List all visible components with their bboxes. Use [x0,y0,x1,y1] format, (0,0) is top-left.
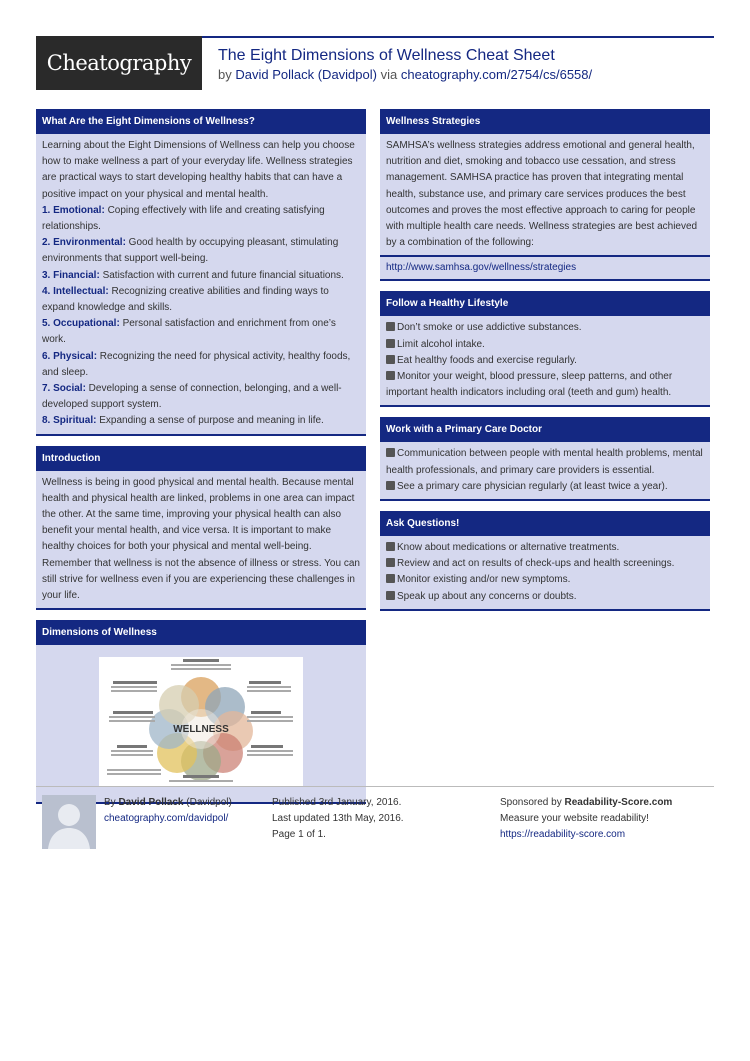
section-body: SAMHSA’s wellness strategies address emotional and general health, nutrition and diet, smoking and tobacco use cessation, and stress management. SAMHSA practice has proven that integrating mental health, substance use, and primary care services produces the best outcomes and proves the most effective approach to caring for people with multiple health care needs. Wellness strategies are best achieved by a combination of the following: [386,140,698,249]
section-heading: Introduction [36,446,366,471]
dimension-item [42,268,360,284]
list-item-text: Monitor your weight, blood pressure, sleep patterns, and other important health indicators including oral (teeth and gum) health. [386,371,673,399]
square-bullet-icon [386,371,395,380]
list-item-text: Monitor existing and/or new symptoms. [397,574,571,586]
list-item [386,572,704,588]
list-item-text: Speak up about any concerns or doubts. [397,590,577,602]
square-bullet-icon [386,322,395,331]
list-item [386,589,704,605]
wellness-center-label: WELLNESS [173,724,229,736]
footer-author-handle: (Davidpol) [186,797,232,808]
header-rule [202,36,714,38]
section-heading: What Are the Eight Dimensions of Wellness? [36,109,366,134]
square-bullet-icon [386,591,395,600]
list-item [386,337,704,353]
footer-dates [272,795,404,843]
byline [218,67,592,82]
dimension-label: 1. Emotional: [42,204,105,216]
list-item-text: See a primary care physician regularly (at least twice a year). [397,480,668,492]
list-item-text: Eat healthy foods and exercise regularly. [397,354,577,366]
sponsor-name: Readability-Score.com [564,797,673,808]
section-wellness-strategies [380,109,710,281]
section-dimensions [36,620,366,804]
section-heading: Follow a Healthy Lifestyle [380,291,710,316]
sheet-url-link[interactable]: cheatography.com/2754/cs/6558/ [400,67,593,82]
wellness-wheel-graphic [99,657,303,787]
dimension-text: Recognizing creative abilities and finding ways to expand knowledge and skills. [42,285,329,314]
dimension-text: Recognizing the need for physical activity, healthy foods, and sleep. [42,350,351,378]
section-introduction [36,446,366,611]
intro-paragraph: Wellness is being in good physical and mental health. Because mental health and physical health are linked, problems in one area can impact the other. At the same time, improving your physical health can also benefit your mental health, and vice versa. It is important to make healthy choices for both your physical and mental well-being. [42,476,355,553]
section-primary-care [380,417,710,501]
section-heading: Wellness Strategies [380,109,710,134]
sponsored-by: Sponsored by [500,797,562,808]
dimension-item [42,235,360,267]
list-item-text: Know about medications or alternative treatments. [397,542,620,554]
list-item [386,540,704,556]
what-intro: Learning about the Eight Dimensions of Wellness can help you choose how to make wellness a part of your everyday life. Wellness strategies are practical ways to start developing healthy habits that can have a positive impact on your physical and mental health. [42,140,355,200]
dimension-item [42,284,360,316]
link-row [380,257,710,279]
dimension-label: 8. Spiritual: [42,415,97,427]
page-count: Page 1 of 1. [272,829,326,840]
list-item-text: Communication between people with mental health problems, mental health professionals, and primary care providers is essential. [386,448,703,476]
intro-paragraph: Remember that wellness is not the absence of illness or stress. You can still strive for wellness even if you are experiencing these challenges in your life. [42,557,360,602]
dimension-text: Coping effectively with life and creating satisfying relationships. [42,204,325,233]
samhsa-link[interactable]: http://www.samhsa.gov/wellness/strategies [386,262,577,274]
section-body [380,442,710,499]
list-item [386,369,704,401]
dimension-item [42,413,360,429]
dimension-label: 6. Physical: [42,350,98,362]
page-title: The Eight Dimensions of Wellness Cheat Sheet [218,47,555,64]
list-item [386,320,704,336]
dimension-label: 7. Social: [42,383,86,395]
footer-by: By [104,797,116,808]
dimension-label: 4. Intellectual: [42,285,109,297]
square-bullet-icon [386,542,395,551]
sponsor-link[interactable]: https://readability-score.com [500,829,626,840]
wellness-diagram-image [99,657,303,787]
square-bullet-icon [386,355,395,364]
square-bullet-icon [386,339,395,348]
list-item-text: Review and act on results of check-ups and health screenings. [397,558,675,570]
dimension-item [42,203,360,235]
dimension-text: Good health by occupying pleasant, stimulating environments that support well-being. [42,237,339,265]
author-link[interactable]: David Pollack (Davidpol) [235,67,377,82]
user-silhouette-icon [42,795,96,849]
cheatography-logo[interactable]: Cheatography [36,36,202,90]
section-heading: Dimensions of Wellness [36,620,366,645]
dimension-item [42,316,360,348]
dimension-item [42,349,360,381]
section-heading: Work with a Primary Care Doctor [380,417,710,442]
list-item [386,353,704,369]
section-healthy-lifestyle [380,291,710,407]
list-item-text: Don’t smoke or use addictive substances. [397,322,582,334]
list-item [386,479,704,495]
published-date: Published 3rd January, 2016. [272,797,402,808]
dimension-text: Expanding a sense of purpose and meaning in life. [96,415,324,427]
section-body [380,316,710,405]
section-body [36,471,366,609]
dimension-label: 3. Financial: [42,269,100,281]
dimension-text: Personal satisfaction and enrichment from one’s work. [42,318,336,346]
square-bullet-icon [386,481,395,490]
byline-by: by [218,67,232,82]
footer-sponsor [500,795,672,843]
right-column [380,109,710,621]
updated-date: Last updated 13th May, 2016. [272,813,404,824]
avatar[interactable] [42,795,96,849]
section-heading: Ask Questions! [380,511,710,536]
footer-rule [36,786,714,787]
list-item [386,556,704,572]
square-bullet-icon [386,574,395,583]
section-body [380,536,710,609]
list-item [386,446,704,478]
section-body [36,134,366,434]
square-bullet-icon [386,448,395,457]
footer-author [104,795,232,827]
header [36,36,714,90]
dimension-label: 2. Environmental: [42,237,126,249]
section-what-are [36,109,366,436]
sponsor-line [500,795,672,811]
dimension-item [42,381,360,413]
section-ask-questions [380,511,710,611]
square-bullet-icon [386,558,395,567]
dimension-text: Developing a sense of connection, belonging, and a well-developed support system. [42,383,342,411]
list-item-text: Limit alcohol intake. [397,338,485,350]
author-profile-link[interactable]: cheatography.com/davidpol/ [104,813,229,824]
footer-author-name: David Pollack [118,797,184,808]
footer-author-line [104,795,232,811]
dimension-text: Satisfaction with current and future financial situations. [99,269,344,281]
sponsor-tagline: Measure your website readability! [500,813,649,824]
dimension-label: 5. Occupational: [42,318,120,330]
image-wrap [36,645,366,802]
byline-via: via [380,67,398,82]
left-column [36,109,366,814]
